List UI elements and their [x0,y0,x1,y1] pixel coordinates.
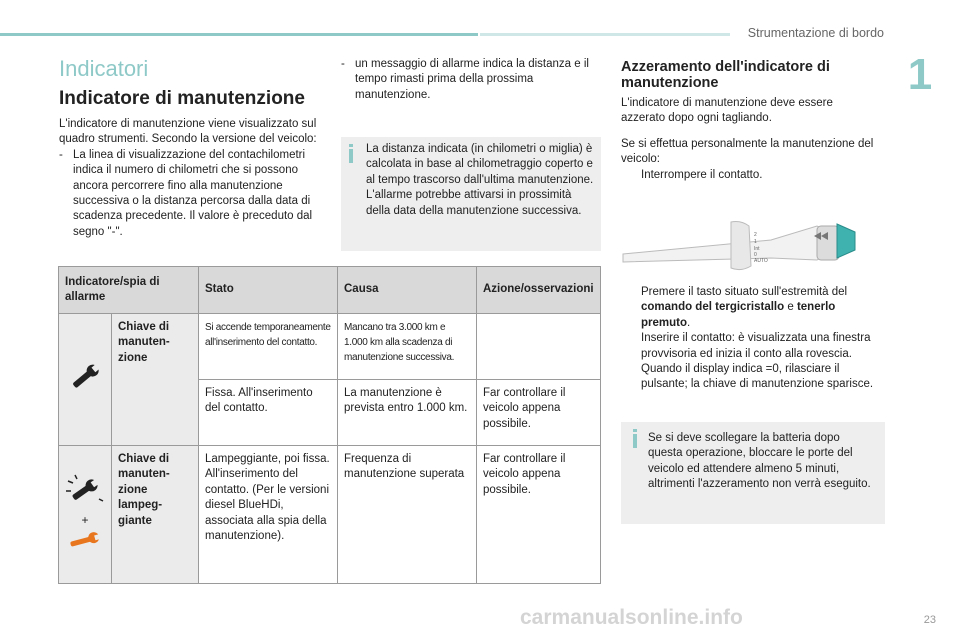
step-text: Quando il display indica =0, rilasciare il pulsante; la chiave di manutenzione sparisce. [641,363,874,391]
reset-steps [621,285,883,393]
note-body [366,142,596,219]
wiper-stalk-illustration [621,210,869,280]
info-icon [633,434,637,448]
bullet-item [59,148,321,240]
step-text-part: e [784,301,797,314]
middle-bullet [341,57,599,103]
heading-maintenance-indicator: Indicatore di manutenzione [59,88,305,109]
header-accent-bar-left [0,33,478,36]
intro-paragraph: L'indicatore di manutenzione viene visualizzato sul quadro strumenti. Secondo la versione del veicolo: [59,118,317,146]
wiper-label: Int [754,246,760,252]
plus-sign: + [81,512,89,527]
chapter-number: 1 [907,50,933,99]
step-item [621,362,883,393]
table-cell-stato: Fissa. All'inserimento del contatto. [199,380,338,446]
bullet-item [341,57,599,103]
table-cell-stato: Lampeggiante, poi fissa. All'inserimento del contatto. (Per le versioni diesel BlueHDi, associata alla spia della manutenzione). [199,446,338,584]
flashing-wrench-icon [65,473,105,505]
table-cell-causa: Frequenza di manutenzione superata [338,446,477,584]
indicator-table [58,266,601,584]
step-item [621,168,879,183]
bullet-dash: - [59,148,63,161]
column-header: Causa [338,267,477,314]
footer-watermark: carmanualsonline.info [520,606,743,629]
table-cell-azione: Far controllare il veicolo appena possibile. [477,446,601,584]
column-header: Azione/osservazioni [477,267,601,314]
info-icon-dot [349,144,353,147]
indicator-name: Chiave di manuten- zione lampeg- giante [112,446,199,584]
bullet-text: un messaggio di allarme indica la distanza e il tempo rimasti prima della prossima manutenzione. [355,58,589,101]
wiper-label: 2 [754,232,757,238]
info-note-battery [621,422,885,524]
heading-reset: Azzeramento dell'indicatore di manutenzione [621,59,830,91]
note-line-1: La distanza indicata (in chilometri o miglia) è calcolata in base al chilometraggio coperto e al tempo trascorso dall'ultima manutenzione. [366,143,594,186]
table-cell-stato: Si accende temporaneamente all'inserimento del contatto. [199,314,338,380]
table-cell-causa: Mancano tra 3.000 km e 1.000 km alla scadenza di manutenzione successiva. [338,314,477,380]
info-icon-dot [633,429,637,432]
chapter-title: Strumentazione di bordo [747,26,884,40]
wiper-label: 1 [754,239,757,245]
reset-intro [621,96,879,183]
step-text-part: . [687,316,691,329]
step-text-part: Premere il tasto situato sull'estremità del [641,286,848,298]
note-line-2: L'allarme potrebbe attivarsi in prossimità della data della manutenzione successiva. [366,189,582,217]
intro-text [59,117,321,240]
reset-paragraph-2: Se si effettua personalmente la manutenzione del veicolo: [621,137,874,166]
flashing-wrench-icon-cell [59,446,112,584]
table-row [59,314,601,380]
wiper-label: 0 [754,252,757,258]
bullet-text: La linea di visualizzazione del contachilometri indica il numero di chilometri che si possono ancora percorrere fino alla manutenzione successiva o la distanza percorsa dalla data di scadenza precedente. Il valore è preceduto dal segno "-". [73,148,313,238]
bullet-dash: - [341,58,345,70]
page-number: 23 [923,614,936,626]
info-note-distance [341,137,601,251]
step-text-bold: tenerlo premuto [641,301,836,329]
step-item [621,285,883,331]
table-cell-azione [477,314,601,380]
indicator-name: Chiave di manuten- zione [112,314,199,446]
step-text-bold: comando del tergicristallo [641,301,785,314]
step-text [641,286,847,329]
section-title: Indicatori [59,56,149,81]
info-icon [349,149,353,163]
note-body: Se si deve scollegare la batteria dopo questa operazione, bloccare le porte del veicolo ed attendere almeno 5 minuti, altrimenti l'azzeramento non verrà eseguito. [648,432,871,491]
wiper-label: AUTO [754,258,768,264]
table-cell-azione: Far controllare il veicolo appena possibile. [477,380,601,446]
column-header: Stato [199,267,338,314]
reset-paragraph-1: L'indicatore di manutenzione deve essere azzerato dopo ogni tagliando. [621,97,833,125]
step-item [621,331,883,362]
table-row [59,446,601,584]
orange-wrench-icon [66,530,104,550]
column-header: Indicatore/spia di allarme [59,267,199,314]
header-accent-bar-right [480,33,730,36]
wrench-icon [68,362,102,392]
step-text: Inserire il contatto: è visualizzata una finestra provvisoria ed inizia il conto alla rovescia. [641,332,871,360]
table-cell-causa: La manutenzione è prevista entro 1.000 km. [338,380,477,446]
table-header-row [59,267,601,314]
step-text: Interrompere il contatto. [641,168,763,181]
wrench-icon-cell [59,314,112,446]
